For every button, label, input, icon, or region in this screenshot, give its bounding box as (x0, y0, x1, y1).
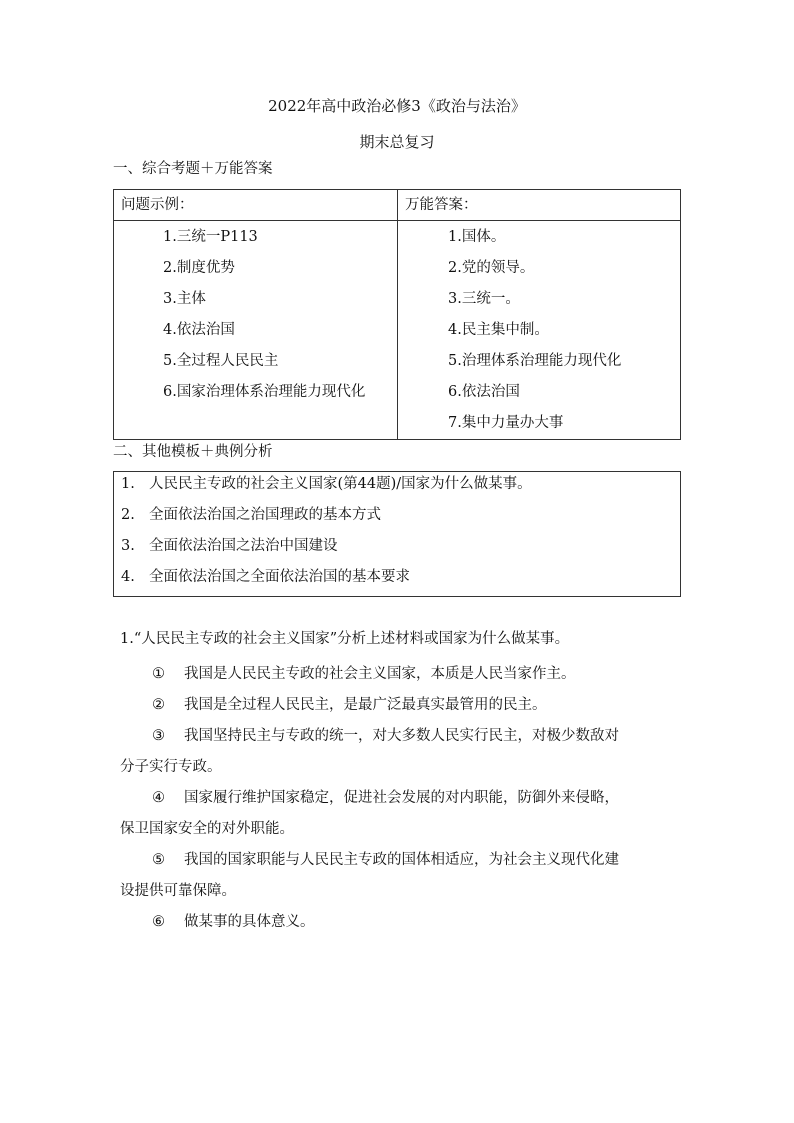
document-title: 2022年高中政治必修3《政治与法治》 (268, 97, 526, 115)
universal-answers-header: 万能答案： (405, 197, 478, 213)
list-item: 2.制度优势 (163, 260, 235, 276)
list-item: 1.国体。 (448, 229, 506, 245)
list-item: 1.三统一P113 (163, 229, 258, 245)
point-text: 我国坚持民主与专政的统一，对大多数人民实行民主，对极少数敌对 (184, 728, 619, 744)
point-marker: ⑥ (152, 914, 165, 930)
item-text: 全面依法治国之治国理政的基本方式 (149, 507, 381, 523)
list-item (121, 504, 674, 535)
document-subtitle: 期末总复习 (359, 133, 435, 151)
template-list-box (113, 471, 681, 597)
item-number: 2. (121, 507, 135, 523)
point-text-continued: 设提供可靠保障。 (120, 883, 236, 899)
list-item (121, 535, 674, 566)
list-item: 3.三统一。 (448, 291, 520, 307)
question-examples-header: 问题示例： (121, 197, 194, 213)
list-item (121, 566, 674, 597)
list-item: 6.国家治理体系治理能力现代化 (163, 384, 366, 400)
point-marker: ⑤ (152, 852, 165, 868)
list-item: 6.依法治国 (448, 384, 520, 400)
list-item: 4.民主集中制。 (448, 322, 549, 338)
point-marker: ③ (152, 728, 165, 744)
analysis-point (120, 783, 680, 845)
item-number: 3. (121, 538, 135, 554)
list-item: 5.治理体系治理能力现代化 (448, 353, 622, 369)
analysis-point (120, 690, 680, 721)
analysis-point (120, 907, 680, 938)
item-number: 1. (121, 476, 135, 492)
point-marker: ① (152, 666, 165, 682)
point-text: 我国的国家职能与人民民主专政的国体相适应，为社会主义现代化建 (184, 852, 619, 868)
point-text: 我国是人民民主专政的社会主义国家，本质是人民当家作主。 (184, 666, 576, 682)
question-examples-list (163, 226, 365, 412)
point-text: 我国是全过程人民民主，是最广泛最真实最管用的民主。 (184, 697, 547, 713)
point-text: 做某事的具体意义。 (184, 914, 315, 930)
universal-answers-list (448, 226, 621, 443)
analysis-point (120, 845, 680, 907)
list-item: 2.党的领导。 (448, 260, 535, 276)
item-text: 人民民主专政的社会主义国家(第44题)/国家为什么做某事。 (149, 476, 532, 492)
point-marker: ② (152, 697, 165, 713)
item-text: 全面依法治国之全面依法治国的基本要求 (149, 569, 410, 585)
list-item: 3.主体 (163, 291, 206, 307)
template-list (121, 473, 674, 597)
answer-template-table (113, 189, 681, 440)
list-item: 4.依法治国 (163, 322, 235, 338)
list-item: 5.全过程人民民主 (163, 353, 279, 369)
table-header-divider (114, 220, 680, 221)
list-item (121, 473, 674, 504)
section-2-heading: 二、其他模板＋典例分析 (113, 444, 273, 460)
point-text-continued: 保卫国家安全的对外职能。 (120, 821, 294, 837)
item-text: 全面依法治国之法治中国建设 (149, 538, 338, 554)
analysis-point (120, 721, 680, 783)
analysis-section (120, 628, 680, 938)
analysis-point (120, 659, 680, 690)
analysis-title: 1.“人民民主专政的社会主义国家”分析上述材料或国家为什么做某事。 (120, 631, 570, 647)
point-marker: ④ (152, 790, 165, 806)
list-item: 7.集中力量办大事 (448, 415, 564, 431)
table-column-divider (397, 190, 398, 439)
section-1-heading: 一、综合考题＋万能答案 (113, 161, 273, 177)
point-text: 国家履行维护国家稳定，促进社会发展的对内职能，防御外来侵略， (184, 790, 619, 806)
item-number: 4. (121, 569, 135, 585)
point-text-continued: 分子实行专政。 (120, 759, 222, 775)
